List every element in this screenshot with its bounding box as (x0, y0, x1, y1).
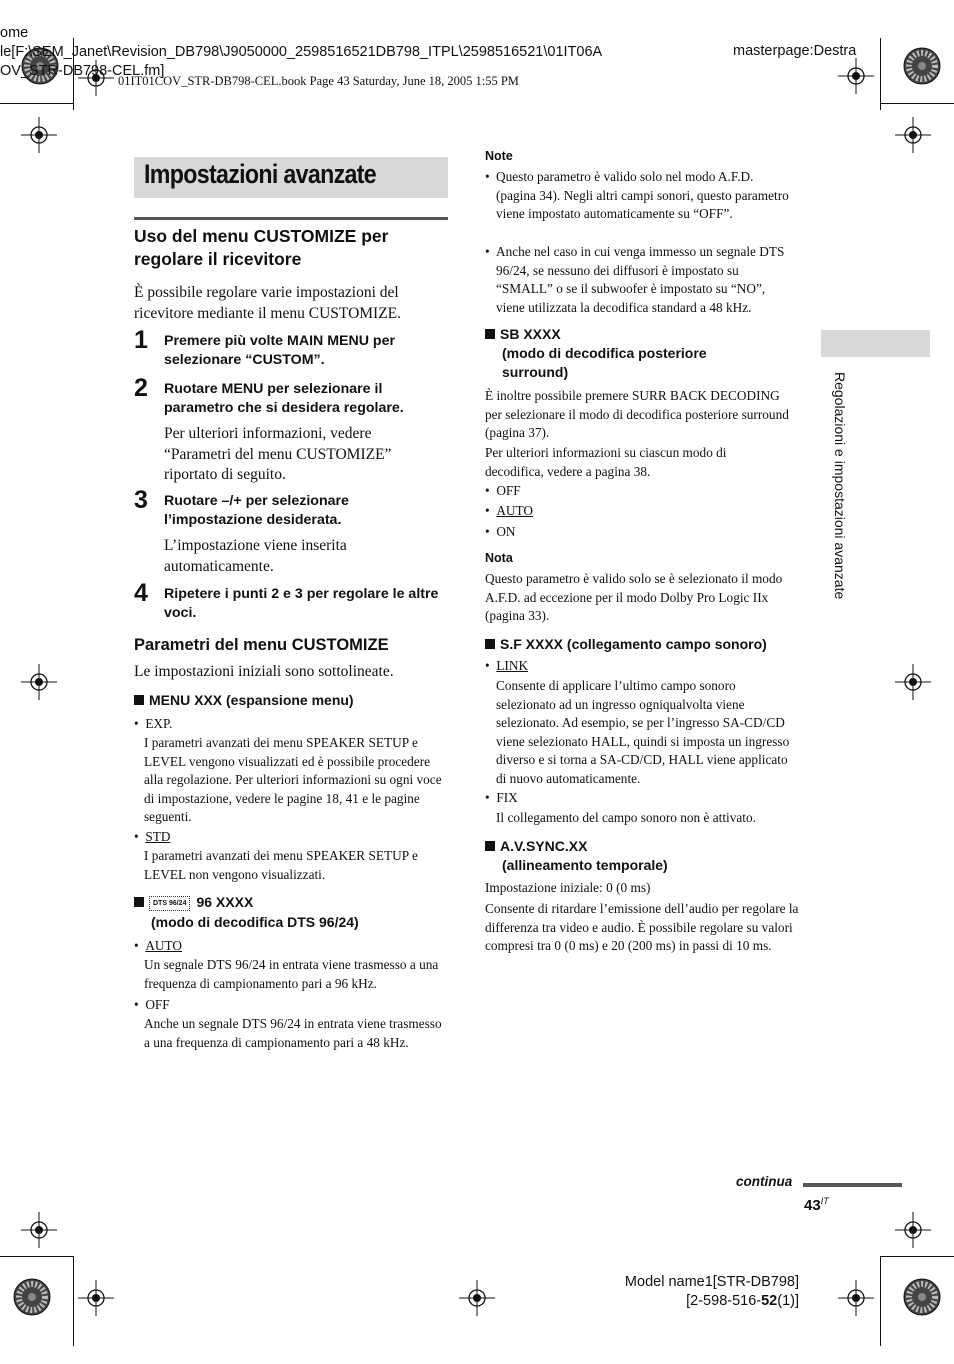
param-dts-title: DTS 96/24 96 XXXX (134, 893, 448, 912)
step-number: 1 (134, 326, 148, 354)
nota-heading: Nota (485, 551, 513, 565)
option-fix-desc: Il collegamento del campo sonoro non è attivato. (496, 810, 756, 825)
section-rule (134, 217, 448, 220)
step-detail: L’impostazione viene inserita automaticamente. (164, 537, 347, 575)
step-detail: Per ulteriori informazioni, vedere “Parametri del menu CUSTOMIZE” riportato di seguito. (164, 425, 392, 483)
step-number: 4 (134, 579, 148, 607)
step-text: Ruotare –/+ per selezionare l’impostazione desiderata. (164, 493, 349, 528)
param-dts-subtitle: (modo di decodifica DTS 96/24) (151, 914, 359, 930)
book-info-line: 01IT01COV_STR-DB798-CEL.book Page 43 Saturday, June 18, 2005 1:55 PM (118, 74, 519, 88)
option-link: • LINK (485, 658, 529, 673)
file-path-slug: ome le[F:\SEM_Janet\Revision_DB798\J9050000_2598516521DB798_ITPL\2598516521\01IT06A OV_STR-DB798-CEL.fm] (0, 25, 603, 79)
step-text: Premere più volte MAIN MENU per selezionare “CUSTOM”. (164, 333, 395, 368)
parameters-intro: Le impostazioni iniziali sono sottolineate. (134, 663, 394, 680)
nota-text: Questo parametro è valido solo se è selezionato il modo A.F.D. ad eccezione per il modo Dolby Pro Logic IIx (pagina 33). (485, 571, 783, 623)
sb-desc: È inoltre possibile premere SURR BACK DECODING per selezionare il modo di decodifica posteriore surround (pagina 37). (485, 388, 789, 440)
registration-mark-icon (78, 1280, 114, 1316)
square-bullet-icon (134, 897, 144, 907)
param-menu-xxx-title: MENU XXX (espansione menu) (134, 691, 354, 710)
step-text: Ruotare MENU per selezionare il parametro che si desidera regolare. (164, 381, 404, 416)
model-info: Model name1[STR-DB798] [2-598-516-52(1)] (624, 1274, 799, 1309)
registration-mark-icon (21, 664, 57, 700)
param-avsync-subtitle: (allineamento temporale) (502, 857, 668, 873)
masterpage-label: masterpage:Destra (733, 43, 857, 59)
registration-mark-icon (459, 1280, 495, 1316)
registration-mark-icon (895, 117, 931, 153)
option-auto: • AUTO (134, 938, 183, 953)
square-bullet-icon (134, 695, 144, 705)
note-heading: Note (485, 149, 513, 163)
option-auto-desc: Un segnale DTS 96/24 in entrata viene trasmesso a una frequenza di campionamento pari a 96 kHz. (144, 957, 439, 991)
registration-mark-icon (21, 1212, 57, 1248)
sb-desc-2: Per ulteriori informazioni su ciascun modo di decodifica, vedere a pagina 38. (485, 445, 727, 479)
option-exp: • EXP. (134, 716, 173, 731)
color-rosette-icon (12, 1277, 52, 1317)
registration-mark-icon (21, 117, 57, 153)
registration-mark-icon (838, 58, 874, 94)
note-item: • Anche nel caso in cui venga immesso un segnale DTS 96/24, se nessuno dei diffusori è impostato su “SMALL” o se il subwoofer è impostato su “NO”, viene utilizzata la decodifica standard a 48 kHz. (485, 244, 785, 315)
continued-label: continua (736, 1174, 793, 1189)
option-on: • ON (485, 524, 516, 539)
registration-mark-icon (895, 664, 931, 700)
option-std-desc: I parametri avanzati dei menu SPEAKER SETUP e LEVEL non vengono visualizzati. (144, 848, 418, 882)
option-std: • STD (134, 829, 171, 844)
square-bullet-icon (485, 639, 495, 649)
chapter-tab (821, 330, 930, 357)
option-off-desc: Anche un segnale DTS 96/24 in entrata viene trasmesso a una frequenza di campionamento pari a 48 kHz. (144, 1016, 442, 1050)
chapter-side-label: Regolazioni e impostazioni avanzate (832, 372, 848, 600)
square-bullet-icon (485, 329, 495, 339)
option-auto: • AUTO (485, 503, 534, 518)
option-link-desc: Consente di applicare l’ultimo campo sonoro selezionato ad un ingresso ogniqualvolta viene selezionato. Ad esempio, se per l’ingresso SA-CD/CD viene selezionato HALL, quindi si imposta un ingresso diverso e si torna a SA-CD/CD, HALL viene applicato di nuovo automaticamente. (496, 678, 790, 786)
square-bullet-icon (485, 841, 495, 851)
avsync-initial: Impostazione iniziale: 0 (0 ms) (485, 880, 651, 895)
param-sb-subtitle: (modo di decodifica posteriore surround) (502, 345, 707, 380)
page-number: $43^{IT}$ (804, 1196, 829, 1214)
registration-mark-icon (838, 1280, 874, 1316)
page-title-box (134, 157, 448, 198)
option-off: • OFF (134, 997, 170, 1012)
section-heading-customize: Uso del menu CUSTOMIZE per regolare il ricevitore (134, 226, 389, 269)
section-heading-parameters: Parametri del menu CUSTOMIZE (134, 636, 389, 654)
param-sf-title: S.F XXXX (collegamento campo sonoro) (485, 635, 767, 654)
step-text: Ripetere i punti 2 e 3 per regolare le altre voci. (164, 586, 439, 621)
option-fix: • FIX (485, 790, 518, 805)
param-sb-title: SB XXXX (485, 325, 561, 344)
page-title: Impostazioni avanzate (144, 159, 377, 189)
dts-96-24-logo: DTS 96/24 (149, 896, 190, 911)
continued-bar (803, 1183, 902, 1187)
color-rosette-icon (902, 46, 942, 86)
section-intro: È possibile regolare varie impostazioni del ricevitore mediante il menu CUSTOMIZE. (134, 284, 402, 322)
option-off: • OFF (485, 483, 521, 498)
color-rosette-icon (902, 1277, 942, 1317)
note-item: • Questo parametro è valido solo nel modo A.F.D. (pagina 34). Negli altri campi sonori, questo parametro viene impostato automaticamente su “OFF”. (485, 169, 789, 221)
step-number: 2 (134, 374, 148, 402)
registration-mark-icon (895, 1212, 931, 1248)
step-number: 3 (134, 486, 148, 514)
option-exp-desc: I parametri avanzati dei menu SPEAKER SETUP e LEVEL vengono visualizzati ed è possibile procedere alla regolazione. Per ulteriori informazioni su ogni voce di impostazione, vedere le pagine 18, 41 e le pagine seguenti. (144, 735, 442, 824)
avsync-desc: Consente di ritardare l’emissione dell’audio per regolare la differenza tra video e audio. È possibile regolare su valori compresi tra 0 (0 ms) e 20 (200 ms) in passi di 10 ms. (485, 901, 799, 953)
param-avsync-title: A.V.SYNC.XX (485, 837, 587, 856)
